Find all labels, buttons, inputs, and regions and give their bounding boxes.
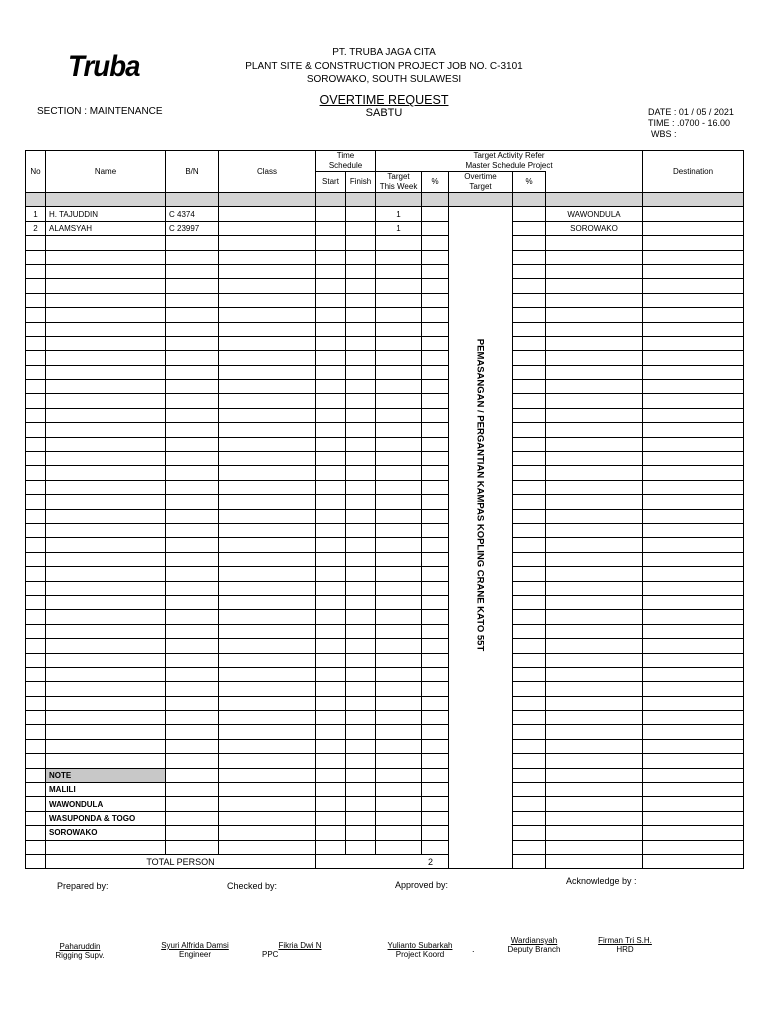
table-row [26,279,744,293]
col-target-refer: Target Activity Refer Master Schedule Project [376,151,643,172]
destination: WAWONDULA [546,207,643,221]
table-row [26,293,744,307]
approved-by-label: Approved by: [395,880,449,890]
signature-wardiansyah: Wardiansyah Deputy Branch [507,936,561,954]
table-row [26,523,744,537]
col-target-week: Target This Week [376,172,422,193]
badge-number: C 23997 [166,221,219,235]
section-label: SECTION : MAINTENANCE [37,106,163,117]
table-row [26,739,744,753]
col-no: No [26,151,46,193]
table-row [26,322,744,336]
total-value: 2 [316,854,546,868]
signature-syuri: Syuri Alfrida Damsi Engineer [161,941,229,959]
project-location: SOROWAKO, SOUTH SULAWESI [306,74,462,85]
table-row [26,509,744,523]
date-field: DATE : 01 / 05 / 2021 [648,107,734,117]
prepared-by-label: Prepared by: [57,881,109,891]
table-row [26,336,744,350]
signature-firman: Firman Tri S.H. HRD [598,936,652,954]
checked-by-label: Checked by: [227,881,278,891]
table-row [26,711,744,725]
table-row [26,250,744,264]
table-row [26,725,744,739]
employee-name: H. TAJUDDIN [46,207,166,221]
table-row [26,308,744,322]
table-row [26,264,744,278]
table-row [26,466,744,480]
table-row [26,682,744,696]
table-row [26,423,744,437]
table-row [26,840,744,854]
note-row: WAWONDULA [26,797,744,811]
badge-number: C 4374 [166,207,219,221]
day-label: SABTU [365,107,403,119]
table-row [26,624,744,638]
total-row [26,854,744,868]
note-row: MALILI [26,783,744,797]
separator-dot: . [472,944,475,954]
table-row [26,437,744,451]
table-row [26,696,744,710]
shaded-row [26,193,744,207]
table-row: 2 ALAMSYAH C 23997 1 SOROWAKO [26,221,744,235]
col-bn: B/N [166,151,219,193]
table-row [26,452,744,466]
col-destination: Destination [643,151,744,193]
table-row [26,754,744,768]
table-row [26,365,744,379]
table-row [26,581,744,595]
table-row [26,495,744,509]
table-row [26,667,744,681]
employee-name: ALAMSYAH [46,221,166,235]
overtime-table [25,150,744,869]
table-row [26,639,744,653]
note-row: WASUPONDA & TOGO [26,811,744,825]
table-row [26,552,744,566]
table-row [26,653,744,667]
col-time-schedule: Time Schedule [316,151,376,172]
table-row [26,236,744,250]
col-finish: Finish [346,172,376,193]
table-row [26,351,744,365]
table-row [26,610,744,624]
col-percent: % [422,172,449,193]
col-overtime-target: Overtime Target [449,172,513,193]
total-label: TOTAL PERSON [46,854,316,868]
note-row: NOTE [26,768,744,782]
time-field: TIME : .0700 - 16.00 [648,118,731,128]
table-row [26,394,744,408]
company-name: PT. TRUBA JAGA CITA [332,47,436,58]
note-row: SOROWAKO [26,826,744,840]
table-row [26,480,744,494]
signature-fikria: Fikria Dwi N PPC [262,941,322,959]
overtime-target-text: PEMASANGAN / PERGANTIAN KAMPAS KOPLING CRANE KATO 55T [474,338,486,652]
table-row [26,408,744,422]
acknowledge-by-label: Acknowledge by : [566,876,637,886]
company-logo: Truba [68,50,140,83]
project-name: PLANT SITE & CONSTRUCTION PROJECT JOB NO. C-3101 [245,61,523,72]
table-row: 1 H. TAJUDDIN C 4374 1 WAWONDULA [26,207,744,221]
wbs-field: WBS : [651,129,677,139]
table-row [26,380,744,394]
col-start: Start [316,172,346,193]
table-row [26,595,744,609]
table-row [26,567,744,581]
table-row [26,538,744,552]
col-percent-2: % [513,172,546,193]
signature-paharuddin: Paharuddin Rigging Supv. [55,942,105,960]
destination: SOROWAKO [546,221,643,235]
signature-yulianto: Yulianto Subarkah Project Koord [387,941,453,959]
col-class: Class [219,151,316,193]
document-title: OVERTIME REQUEST [319,93,449,107]
col-name: Name [46,151,166,193]
